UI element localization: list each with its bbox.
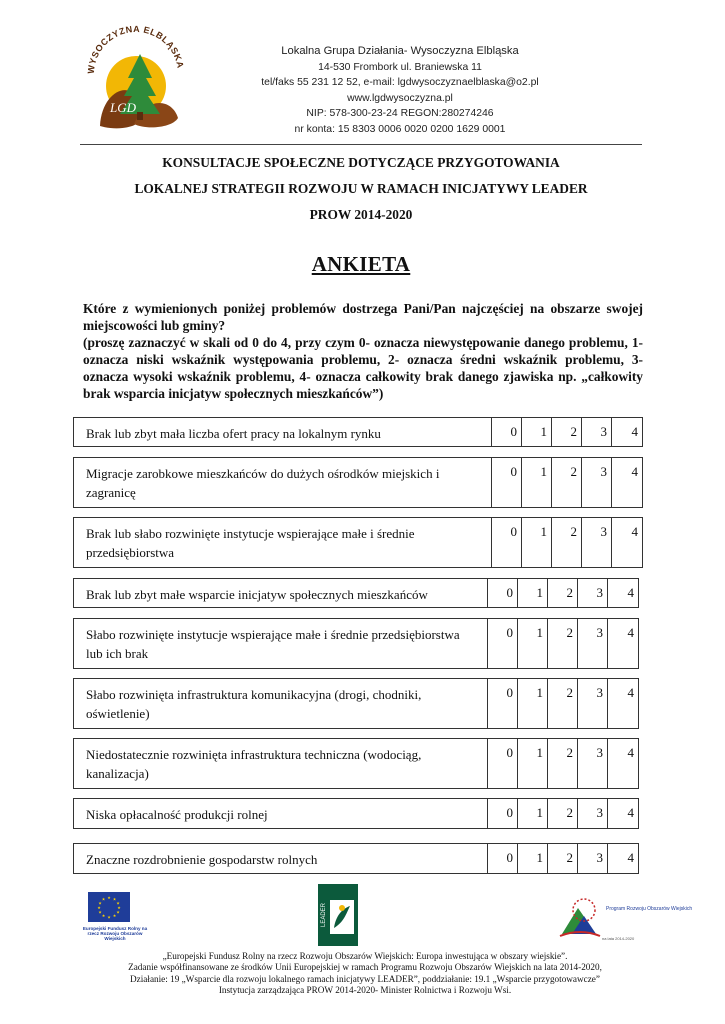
- rating-option-3[interactable]: 3: [578, 844, 608, 873]
- letterhead: [80, 16, 650, 146]
- svg-text:★: ★: [98, 909, 102, 915]
- row-label: Brak lub zbyt mała liczba ofert pracy na lokalnym rynku: [74, 418, 492, 446]
- rating-scale: [492, 418, 642, 446]
- survey-row: [73, 457, 643, 508]
- question-instruction: (proszę zaznaczyć w skali od 0 do 4, przy czym 0- oznacza niewystępowanie danego problemu, 1- oznacza niski wskaźnik występowania problemu, 2- oznacza średni wskaźnik problemu, 3- oznacza wysoki wskaźnik problemu, 4- oznacza całkowity brak danego zjawiska np. „całkowity brak wsparcia inicjatyw społecznych mieszkańców”): [83, 335, 643, 401]
- rating-option-0[interactable]: 0: [488, 579, 518, 607]
- document-title: [80, 150, 642, 228]
- rating-option-1[interactable]: 1: [522, 518, 552, 567]
- svg-text:★: ★: [97, 905, 101, 910]
- svg-text:★: ★: [101, 913, 106, 918]
- title-line-2: LOKALNEJ STRATEGII ROZWOJU W RAMACH INICJATYWY LEADER: [134, 181, 588, 196]
- rating-scale: [488, 579, 638, 607]
- svg-text:★: ★: [117, 905, 121, 910]
- rating-option-3[interactable]: 3: [578, 679, 608, 728]
- rating-option-4[interactable]: 4: [627, 805, 634, 820]
- footer-line-2: Zadanie współfinansowane ze środków Unii Europejskiej w ramach Programu Rozwoju Obszarów Wiejskich na lata 2014-2020,: [128, 962, 602, 973]
- rating-scale: [488, 799, 638, 828]
- rating-option-3[interactable]: 3: [582, 518, 612, 567]
- address: 14-530 Frombork ul. Braniewska 11: [318, 61, 482, 73]
- rating-option-2[interactable]: 2: [548, 739, 578, 788]
- rating-scale: [488, 739, 638, 788]
- rating-option-4[interactable]: 4: [631, 524, 638, 539]
- svg-text:★: ★: [112, 896, 117, 902]
- svg-text:★: ★: [116, 909, 120, 915]
- contact-block: [200, 44, 600, 137]
- row-label: Słabo rozwinięta infrastruktura komunikacyjna (drogi, chodniki, oświetlenie): [74, 679, 488, 728]
- rating-scale: [488, 679, 638, 728]
- rating-option-4[interactable]: 4: [627, 685, 634, 700]
- row-label: Znaczne rozdrobnienie gospodarstw rolnych: [74, 844, 488, 873]
- rating-option-1[interactable]: 1: [518, 799, 548, 828]
- survey-row: [73, 678, 639, 729]
- rating-option-2[interactable]: 2: [548, 619, 578, 668]
- rating-option-1[interactable]: 1: [518, 579, 548, 607]
- row-label: Niska opłacalność produkcji rolnej: [74, 799, 488, 828]
- logo-letters: LGD: [110, 100, 137, 115]
- rating-option-3[interactable]: 3: [578, 619, 608, 668]
- rating-option-2[interactable]: 2: [552, 518, 582, 567]
- svg-text:★: ★: [101, 896, 106, 902]
- rating-option-3[interactable]: 3: [582, 418, 612, 446]
- header-divider: [80, 144, 642, 145]
- logo-arc-text: WYSOCZYZNA ELBLĄSKA: [85, 23, 186, 75]
- rating-option-2[interactable]: 2: [548, 844, 578, 873]
- prow-caption: Program Rozwoju Obszarów Wiejskich: [606, 906, 693, 912]
- rating-option-1[interactable]: 1: [522, 458, 552, 507]
- row-label: Migracje zarobkowe mieszkańców do dużych ośrodków miejskich i zagranicę: [74, 458, 492, 507]
- rating-option-0[interactable]: 0: [488, 739, 518, 788]
- eu-flag-icon: [88, 892, 130, 922]
- rating-option-1[interactable]: 1: [518, 844, 548, 873]
- question-main: Które z wymienionych poniżej problemów dostrzega Pani/Pan najczęściej na obszarze swojej miejscowości lub gminy?: [83, 301, 643, 333]
- footer-funding-note: [80, 951, 650, 997]
- footer-line-3: Działanie: 19 „Wsparcie dla rozwoju lokalnego ramach inicjatywy LEADER”, poddziałanie: 19.1 „Wsparcie przygotowawcze”: [130, 973, 600, 984]
- title-line-3: PROW 2014-2020: [309, 207, 413, 222]
- rating-scale: [492, 518, 642, 567]
- row-label: Słabo rozwinięte instytucje wspierające małe i średnie przedsiębiorstwa lub ich brak: [74, 619, 488, 668]
- rating-option-0[interactable]: 0: [488, 679, 518, 728]
- survey-row: [73, 843, 639, 874]
- rating-option-2[interactable]: 2: [552, 458, 582, 507]
- rating-option-1[interactable]: 1: [518, 679, 548, 728]
- rating-option-2[interactable]: 2: [552, 418, 582, 446]
- lgd-logo: [80, 16, 190, 134]
- survey-row: [73, 578, 639, 608]
- funding-logos: [80, 884, 693, 948]
- rating-option-2[interactable]: 2: [548, 679, 578, 728]
- row-label: Brak lub słabo rozwinięte instytucje wspierające małe i średnie przedsiębiorstwa: [74, 518, 492, 567]
- svg-text:★: ★: [107, 914, 111, 920]
- rating-scale: [488, 844, 638, 873]
- survey-row: [73, 798, 639, 829]
- nip-regon: NIP: 578-300-23-24 REGON:280274246: [306, 108, 494, 119]
- survey-row: [73, 738, 639, 789]
- rating-option-0[interactable]: 0: [492, 418, 522, 446]
- svg-text:★: ★: [112, 913, 117, 918]
- svg-text:★: ★: [107, 895, 111, 900]
- rating-option-2[interactable]: 2: [548, 799, 578, 828]
- leader-logo: [318, 884, 358, 946]
- survey-question: [83, 300, 643, 402]
- org-name: Lokalna Grupa Działania- Wysoczyzna Elbląska: [281, 45, 519, 57]
- rating-option-4[interactable]: 4: [627, 850, 634, 865]
- rating-option-1[interactable]: 1: [522, 418, 552, 446]
- bank-account: nr konta: 15 8303 0006 0020 0200 1629 0001: [294, 123, 506, 135]
- rating-option-0[interactable]: 0: [488, 799, 518, 828]
- rating-option-3[interactable]: 3: [578, 739, 608, 788]
- row-label: Brak lub zbyt małe wsparcie inicjatyw społecznych mieszkańców: [74, 579, 488, 607]
- rating-option-4[interactable]: 4: [627, 625, 634, 640]
- rating-option-3[interactable]: 3: [582, 458, 612, 507]
- footer-line-1: „Europejski Fundusz Rolny na rzecz Rozwoju Obszarów Wiejskich: Europa inwestująca w obszary wiejskie”.: [162, 951, 568, 961]
- rating-option-3[interactable]: 3: [578, 579, 608, 607]
- svg-text:★: ★: [116, 900, 120, 906]
- title-line-1: KONSULTACJE SPOŁECZNE DOTYCZĄCE PRZYGOTOWANIA: [162, 155, 560, 170]
- rating-option-0[interactable]: 0: [492, 518, 522, 567]
- prow-logo: [556, 890, 693, 946]
- rating-option-3[interactable]: 3: [578, 799, 608, 828]
- rating-option-4[interactable]: 4: [631, 464, 638, 479]
- rating-option-4[interactable]: 4: [627, 585, 634, 600]
- footer-line-4: Instytucja zarządzająca PROW 2014-2020- Minister Rolnictwa i Rozwoju Wsi.: [218, 985, 512, 996]
- rating-option-4[interactable]: 4: [631, 424, 638, 439]
- rating-option-2[interactable]: 2: [548, 579, 578, 607]
- website: www.lgdwysoczyzna.pl: [347, 92, 453, 104]
- prow-years: na lata 2014-2020: [602, 936, 635, 941]
- rating-option-0[interactable]: 0: [492, 458, 522, 507]
- rating-option-1[interactable]: 1: [518, 739, 548, 788]
- rating-option-0[interactable]: 0: [488, 619, 518, 668]
- rating-option-0[interactable]: 0: [488, 844, 518, 873]
- survey-heading: ANKIETA: [311, 252, 411, 276]
- rating-scale: [492, 458, 642, 507]
- leader-label: LEADER: [321, 902, 327, 928]
- survey-row: [73, 618, 639, 669]
- svg-text:★: ★: [98, 900, 102, 906]
- rating-option-1[interactable]: 1: [518, 619, 548, 668]
- survey-row: [73, 417, 643, 447]
- rating-scale: [488, 619, 638, 668]
- survey-row: [73, 517, 643, 568]
- rating-option-4[interactable]: 4: [627, 745, 634, 760]
- eu-fund-caption: Europejski Fundusz Rolny na rzecz Rozwoju Obszarów Wiejskich: [82, 926, 148, 942]
- row-label: Niedostatecznie rozwinięta infrastruktura techniczna (wodociąg, kanalizacja): [74, 739, 488, 788]
- phone-email: tel/faks 55 231 12 52, e-mail: lgdwysoczyznaelblaska@o2.pl: [261, 77, 539, 88]
